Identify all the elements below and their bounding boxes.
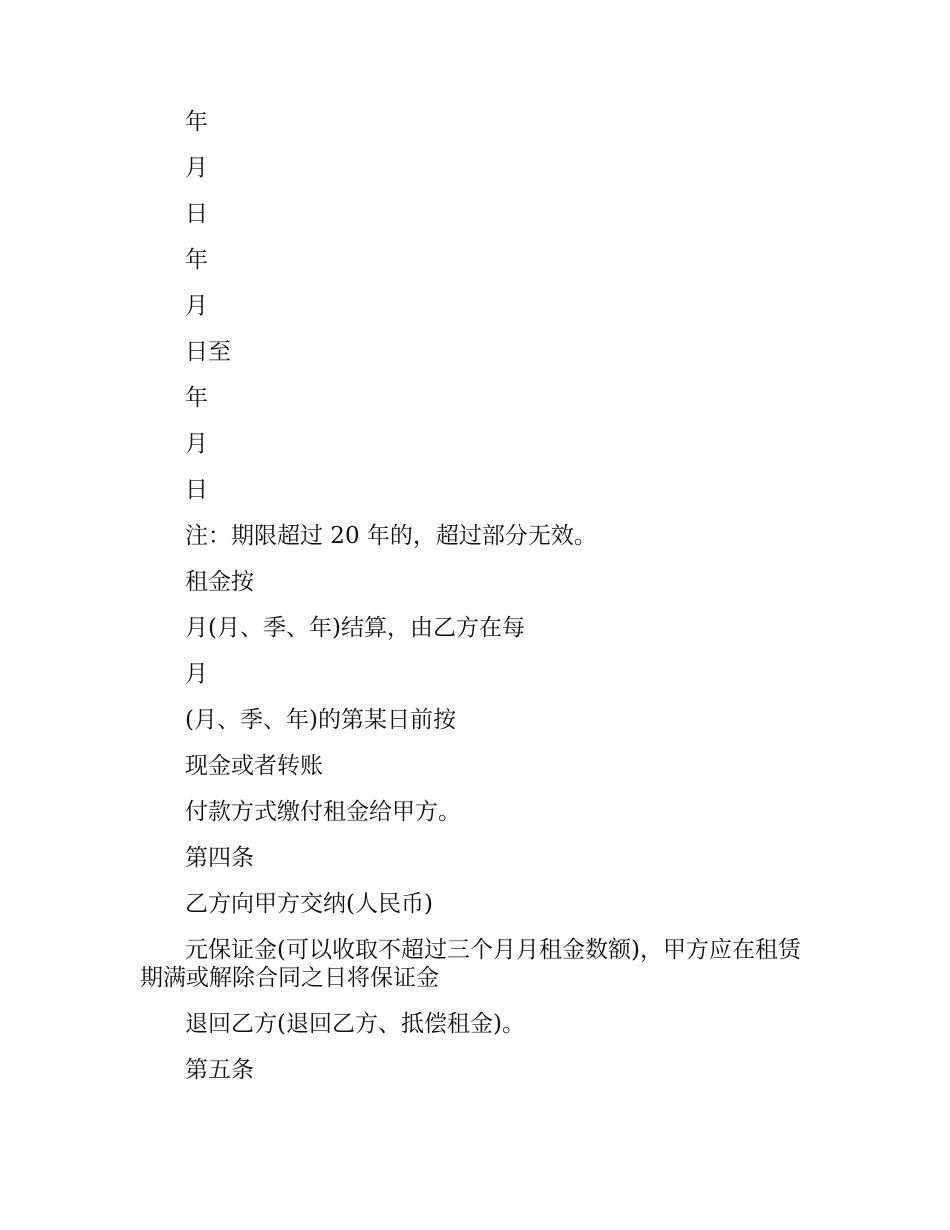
- paragraph-day-3: 日: [185, 477, 208, 503]
- paragraph-rent-basis: 租金按: [185, 569, 254, 595]
- paragraph-due-day: (月、季、年)的第某日前按: [185, 707, 456, 733]
- paragraph-term-note: 注：期限超过 20 年的，超过部分无效。: [185, 523, 597, 549]
- document-body: [140, 109, 820, 1103]
- paragraph-payment-to-lessor: 付款方式缴付租金给甲方。: [185, 799, 461, 825]
- paragraph-deposit-return: 退回乙方(退回乙方、抵偿租金)。: [185, 1010, 525, 1037]
- paragraph-year-2: 年: [185, 247, 208, 273]
- paragraph-month-1: 月: [185, 155, 208, 181]
- paragraph-settlement: 月(月、季、年)结算，由乙方在每: [185, 615, 525, 641]
- paragraph-day-1: 日: [185, 201, 208, 227]
- paragraph-month-4: 月: [185, 661, 208, 687]
- paragraph-year-1: 年: [185, 109, 208, 135]
- paragraph-year-3: 年: [185, 385, 208, 411]
- paragraph-deposit-intro: 乙方向甲方交纳(人民币): [185, 891, 433, 917]
- article-four-heading: 第四条: [185, 845, 254, 871]
- paragraph-deposit-terms: 元保证金(可以收取不超过三个月月租金数额)，甲方应在租赁期满或解除合同之日将保证金: [140, 937, 801, 991]
- paragraph-payment-method: 现金或者转账: [185, 753, 323, 779]
- article-five-heading: 第五条: [185, 1056, 254, 1083]
- paragraph-month-3: 月: [185, 431, 208, 457]
- paragraph-month-2: 月: [185, 293, 208, 319]
- paragraph-day-to: 日至: [185, 339, 231, 365]
